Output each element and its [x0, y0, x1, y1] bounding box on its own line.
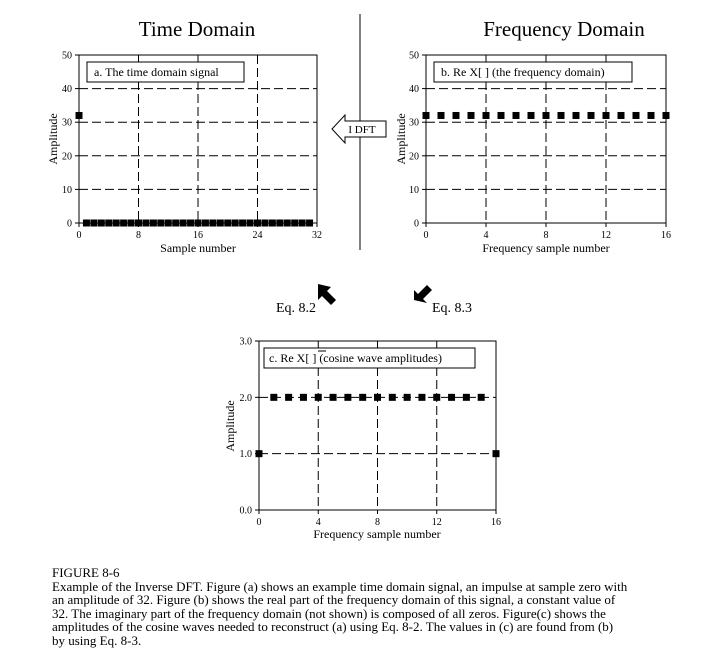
chart-b-ytick-label: 0 [414, 218, 419, 230]
chart-b-data-point [618, 112, 625, 119]
chart-b-ytick-label: 10 [409, 184, 419, 196]
chart-b-panel-label: b. Re X[ ] (the frequency domain) [441, 65, 605, 79]
caption-line-4: amplitudes of the cosine waves needed to reconstruct (a) using Eq. 8-2. The values in (c) are found from (b) [52, 619, 614, 635]
chart-a-data-point [209, 220, 216, 227]
chart-a-data-point [224, 220, 231, 227]
eq-8-3-arrow-icon [414, 285, 432, 303]
chart-a-data-point [232, 220, 239, 227]
chart-a-data-point [291, 220, 298, 227]
chart-b-ytick-label: 40 [409, 84, 419, 96]
chart-time-domain [46, 51, 322, 256]
chart-c-ytick-label: 3.0 [239, 336, 252, 348]
chart-b-xtick-label: 4 [483, 230, 489, 241]
chart-b-data-point [453, 112, 460, 119]
caption-line-1: Example of the Inverse DFT. Figure (a) shows an example time domain signal, an impulse at sample zero with [52, 578, 628, 594]
chart-b-xtick-label: 0 [423, 230, 429, 241]
chart-a-data-point [98, 220, 105, 227]
chart-a-xtick-label: 24 [252, 230, 263, 241]
chart-c-xtick-label: 12 [431, 517, 442, 528]
chart-a-ylabel: Amplitude [46, 113, 60, 165]
chart-b-data-point [648, 112, 655, 119]
chart-b-data-point [558, 112, 565, 119]
chart-a-xlabel: Sample number [160, 241, 236, 255]
chart-c-data-point [448, 394, 455, 401]
chart-frequency-domain [394, 51, 671, 256]
chart-a-ytick-label: 0 [67, 218, 72, 230]
chart-cosine-amplitudes [223, 337, 501, 542]
chart-c-data-point [330, 394, 337, 401]
chart-c-xtick-label: 4 [315, 517, 321, 528]
chart-a-ytick-label: 20 [62, 151, 72, 163]
chart-c-data-point [493, 450, 500, 457]
chart-b-xtick-label: 12 [601, 230, 611, 241]
chart-a-data-point [90, 220, 97, 227]
chart-b-data-point [483, 112, 490, 119]
chart-a-data-point [165, 220, 172, 227]
idft-arrow [332, 115, 386, 143]
chart-c-data-point [478, 394, 485, 401]
chart-b-data-point [438, 112, 445, 119]
chart-c-xtick-label: 16 [491, 517, 501, 528]
chart-b-data-point [603, 112, 610, 119]
chart-b-data-point [663, 112, 670, 119]
chart-b-data-point [573, 112, 580, 119]
chart-a-ytick-label: 10 [62, 184, 72, 196]
chart-a-data-point [180, 220, 187, 227]
chart-b-xtick-label: 16 [661, 230, 671, 241]
chart-c-data-point [404, 394, 411, 401]
chart-a-data-point [261, 220, 268, 227]
chart-c-data-point [374, 394, 381, 401]
chart-a-data-point [150, 220, 157, 227]
chart-c-data-point [300, 394, 307, 401]
chart-a-data-point [83, 220, 90, 227]
chart-b-data-point [468, 112, 475, 119]
time-domain-heading: Time Domain [138, 17, 256, 41]
chart-a-data-point [239, 220, 246, 227]
figure-caption [52, 566, 692, 648]
chart-b-xtick-label: 8 [543, 230, 549, 241]
chart-c-data-point [418, 394, 425, 401]
chart-a-data-point [120, 220, 127, 227]
chart-a-data-point [113, 220, 120, 227]
chart-c-ytick-label: 1.0 [239, 449, 252, 461]
chart-b-data-point [513, 112, 520, 119]
chart-b-data-point [633, 112, 640, 119]
chart-c-data-point [285, 394, 292, 401]
chart-b-data-point [543, 112, 550, 119]
frequency-domain-heading: Frequency Domain [483, 17, 645, 41]
chart-c-data-point [359, 394, 366, 401]
chart-b-ylabel: Amplitude [394, 113, 408, 165]
caption-line-2: an amplitude of 32. Figure (b) shows the real part of the frequency domain of this signal, a constant value of [52, 592, 616, 608]
chart-a-data-point [187, 220, 194, 227]
chart-c-panel-label: c. Re X[ ] (cosine wave amplitudes) [269, 351, 442, 365]
chart-a-data-point [105, 220, 112, 227]
chart-a-data-point [217, 220, 224, 227]
chart-c-ytick-label: 2.0 [239, 392, 252, 404]
chart-b-ytick-label: 30 [409, 117, 419, 129]
chart-a-data-point [269, 220, 276, 227]
chart-c-xlabel: Frequency sample number [313, 527, 441, 541]
eq-8-3-label: Eq. 8.3 [432, 301, 473, 316]
chart-a-data-point [276, 220, 283, 227]
chart-a-data-point [128, 220, 135, 227]
chart-a-xtick-label: 32 [312, 230, 322, 241]
chart-c-xtick-label: 8 [375, 517, 380, 528]
chart-a-data-point [284, 220, 291, 227]
chart-c-data-point [433, 394, 440, 401]
chart-a-data-point [172, 220, 179, 227]
chart-c-data-point [463, 394, 470, 401]
chart-a-data-point [306, 220, 313, 227]
chart-c-ylabel: Amplitude [223, 400, 237, 452]
chart-a-panel-label: a. The time domain signal [94, 65, 219, 79]
chart-a-data-point [157, 220, 164, 227]
chart-a-data-point [76, 112, 83, 119]
chart-c-data-point [389, 394, 396, 401]
chart-c-data-point [315, 394, 322, 401]
chart-c-ytick-label: 0.0 [239, 505, 252, 517]
idft-arrow-label: I DFT [348, 124, 376, 136]
chart-a-xtick-label: 0 [76, 230, 82, 241]
chart-b-data-point [528, 112, 535, 119]
chart-c-data-point [270, 394, 277, 401]
chart-a-data-point [299, 220, 306, 227]
chart-b-ytick-label: 50 [409, 50, 419, 62]
chart-a-xtick-label: 8 [136, 230, 141, 241]
chart-c-data-point [344, 394, 351, 401]
chart-a-data-point [142, 220, 149, 227]
chart-b-data-point [423, 112, 430, 119]
chart-c-xtick-label: 0 [256, 517, 262, 528]
chart-a-ytick-label: 40 [62, 84, 72, 96]
chart-a-ytick-label: 50 [62, 50, 72, 62]
caption-line-5: by using Eq. 8-3. [52, 632, 142, 648]
caption-line-3: 32. The imaginary part of the frequency domain (not shown) is composed of all zeros. Figure(c) shows the [52, 605, 606, 621]
caption-title: FIGURE 8-6 [52, 565, 120, 580]
chart-a-data-point [247, 220, 254, 227]
chart-a-ytick-label: 30 [62, 117, 72, 129]
eq-8-2-label: Eq. 8.2 [276, 301, 317, 316]
chart-a-data-point [202, 220, 209, 227]
chart-b-data-point [588, 112, 595, 119]
chart-b-ytick-label: 20 [409, 151, 419, 163]
chart-b-data-point [498, 112, 505, 119]
chart-a-xtick-label: 16 [193, 230, 203, 241]
eq-8-2-arrow-icon [318, 284, 336, 305]
chart-b-xlabel: Frequency sample number [482, 241, 610, 255]
